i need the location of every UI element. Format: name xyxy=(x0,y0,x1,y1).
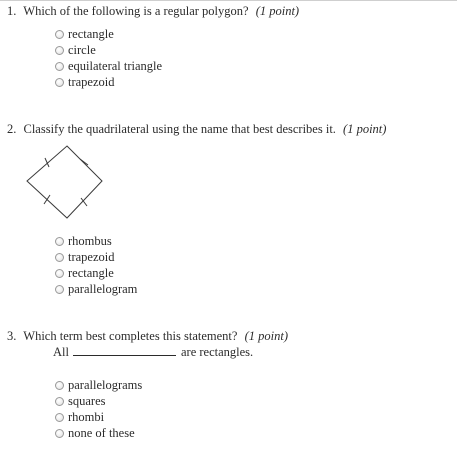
option-label: squares xyxy=(68,393,106,408)
question-2 xyxy=(7,121,386,137)
q2-option-rhombus[interactable] xyxy=(55,233,112,249)
question-number: 3. xyxy=(7,329,17,343)
radio-button[interactable] xyxy=(55,413,64,422)
radio-button[interactable] xyxy=(55,237,64,246)
q3-option-none-of-these[interactable] xyxy=(55,425,135,441)
fill-in-statement xyxy=(53,344,253,360)
option-label: trapezoid xyxy=(68,74,115,89)
option-label: parallelograms xyxy=(68,377,143,392)
option-label: rhombus xyxy=(68,233,112,248)
q2-option-trapezoid[interactable] xyxy=(55,249,115,265)
option-label: rectangle xyxy=(68,265,114,280)
q1-option-circle[interactable] xyxy=(55,42,96,58)
option-label: parallelogram xyxy=(68,281,138,296)
quadrilateral-figure-icon xyxy=(22,140,104,222)
question-text: Which of the following is a regular polygon? xyxy=(23,4,249,18)
radio-button[interactable] xyxy=(55,397,64,406)
radio-button[interactable] xyxy=(55,381,64,390)
radio-button[interactable] xyxy=(55,429,64,438)
radio-button[interactable] xyxy=(55,269,64,278)
radio-button[interactable] xyxy=(55,285,64,294)
option-label: rhombi xyxy=(68,409,105,424)
q3-option-parallelograms[interactable] xyxy=(55,377,142,393)
option-label: trapezoid xyxy=(68,249,115,264)
option-label: circle xyxy=(68,42,96,57)
question-text: Which term best completes this statement? xyxy=(23,329,238,343)
question-1 xyxy=(7,3,299,19)
question-number: 1. xyxy=(7,4,17,18)
option-label: rectangle xyxy=(68,26,114,41)
q2-option-rectangle[interactable] xyxy=(55,265,114,281)
option-label: equilateral triangle xyxy=(68,58,163,73)
top-divider xyxy=(0,0,457,1)
statement-end: are rectangles. xyxy=(180,345,254,359)
q3-option-squares[interactable] xyxy=(55,393,106,409)
radio-button[interactable] xyxy=(55,46,64,55)
points-label: (1 point) xyxy=(255,4,300,18)
answer-blank xyxy=(73,344,176,356)
tick-mark xyxy=(80,159,88,165)
question-3 xyxy=(7,328,288,344)
option-label: none of these xyxy=(68,425,135,440)
q1-option-trapezoid[interactable] xyxy=(55,74,115,90)
q1-option-rectangle[interactable] xyxy=(55,26,114,42)
radio-button[interactable] xyxy=(55,78,64,87)
radio-button[interactable] xyxy=(55,253,64,262)
question-text: Classify the quadrilateral using the name that best describes it. xyxy=(23,122,336,136)
question-number: 2. xyxy=(7,122,17,136)
quadrilateral-outline xyxy=(27,146,102,218)
points-label: (1 point) xyxy=(343,122,387,136)
q2-option-parallelogram[interactable] xyxy=(55,281,137,297)
tick-mark xyxy=(44,195,50,204)
q1-option-equilateral-triangle[interactable] xyxy=(55,58,162,74)
points-label: (1 point) xyxy=(244,329,288,343)
q3-option-rhombi[interactable] xyxy=(55,409,104,425)
statement-start: All xyxy=(53,345,69,359)
radio-button[interactable] xyxy=(55,30,64,39)
radio-button[interactable] xyxy=(55,62,64,71)
